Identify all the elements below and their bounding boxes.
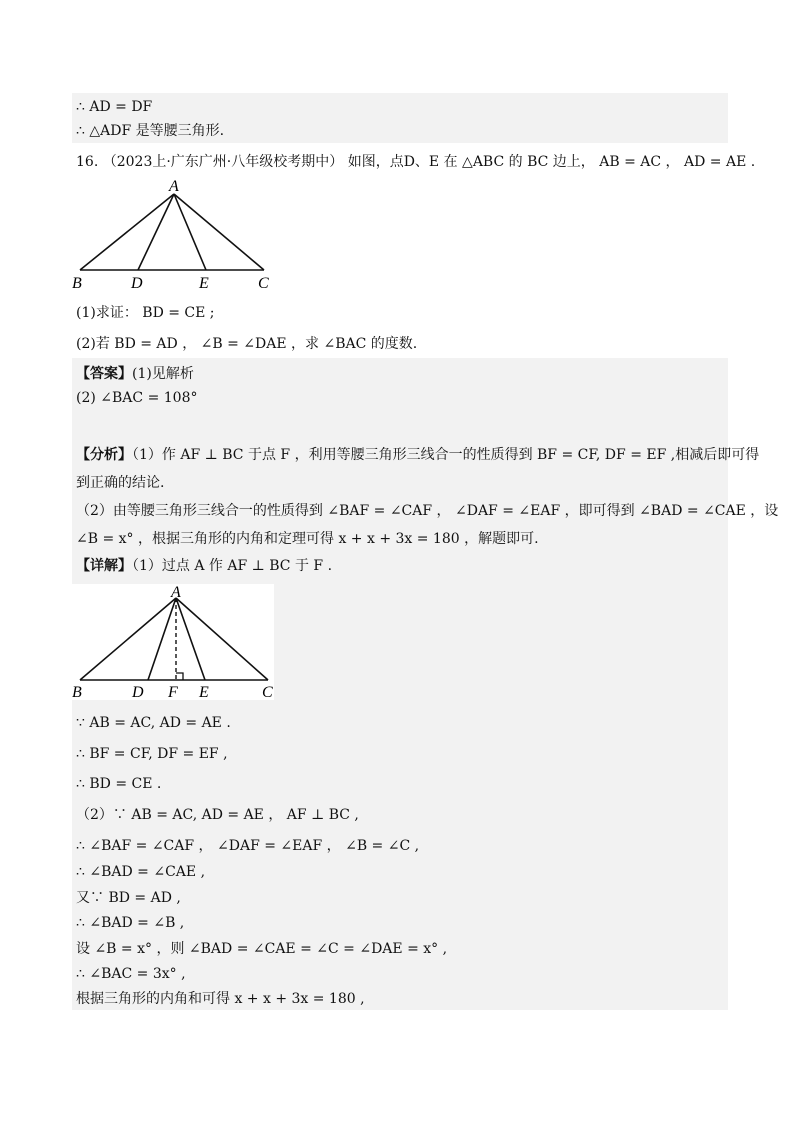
analysis-p1a: （1）作 AF ⊥ BC 于点 F ，利用等腰三角形三线合一的性质得到 BF = CF, DF = EF ,相减后即可得 bbox=[132, 447, 760, 463]
figure-triangle-2 bbox=[66, 584, 280, 702]
proof-2-step-3: ∴ ∠BAD = ∠CAE , bbox=[76, 864, 206, 880]
proof-2-step-6: 设 ∠B = x° ，则 ∠BAD = ∠CAE = ∠C = ∠DAE = x° , bbox=[76, 941, 448, 957]
problem-statement: 如图，点D、E 在 △ABC 的 BC 边上， AB = AC ， AD = AE . bbox=[347, 154, 756, 170]
proof-2-step-1: （2）∵ AB = AC, AD = AE ， AF ⊥ BC , bbox=[76, 807, 359, 823]
fig2-label-e: E bbox=[199, 684, 209, 701]
detail-header: 【详解】 bbox=[76, 558, 132, 574]
proof-2-step-5: ∴ ∠BAD = ∠B , bbox=[76, 915, 185, 931]
analysis-p2a: （2）由等腰三角形三线合一的性质得到 ∠BAF = ∠CAF ， ∠DAF = ∠EAF ，即可得到 ∠BAD = ∠CAE ，设 bbox=[76, 503, 779, 519]
fig2-label-b: B bbox=[72, 684, 82, 701]
proof-2-step-8: 根据三角形的内角和可得 x + x + 3x = 180 , bbox=[76, 991, 365, 1007]
fig2-label-a: A bbox=[171, 584, 181, 601]
proof-2-step-2: ∴ ∠BAF = ∠CAF ， ∠DAF = ∠EAF ， ∠B = ∠C , bbox=[76, 838, 420, 854]
fig1-label-e: E bbox=[199, 275, 209, 292]
problem-statement-line bbox=[76, 152, 755, 172]
detail-line-intro bbox=[76, 556, 332, 576]
fig1-label-c: C bbox=[258, 275, 269, 292]
fig1-label-a: A bbox=[169, 178, 179, 195]
proof-1-step-2: ∴ BF = CF, DF = EF , bbox=[76, 746, 228, 762]
top-line-2: ∴ △ADF 是等腰三角形. bbox=[76, 123, 225, 139]
fig2-label-c: C bbox=[262, 684, 273, 701]
proof-1-step-1: ∵ AB = AC, AD = AE . bbox=[76, 715, 231, 731]
problem-source: （2023上·广东广州·八年级校考期中） bbox=[102, 154, 344, 170]
detail-intro: （1）过点 A 作 AF ⊥ BC 于 F . bbox=[132, 558, 333, 574]
analysis-p2b: ∠B = x° ，根据三角形的内角和定理可得 x + x + 3x = 180 ，解题即可. bbox=[76, 531, 539, 547]
answer-line-1 bbox=[76, 364, 194, 384]
proof-2-step-7: ∴ ∠BAC = 3x° , bbox=[76, 966, 186, 982]
figure-triangle-1 bbox=[66, 178, 286, 296]
question-1: (1)求证： BD = CE ; bbox=[76, 305, 215, 321]
proof-2-step-4: 又∵ BD = AD , bbox=[76, 890, 181, 906]
analysis-p1b: 到正确的结论. bbox=[76, 475, 165, 491]
problem-number: 16. bbox=[76, 154, 99, 170]
analysis-line-1 bbox=[76, 445, 759, 465]
answer-2: (2) ∠BAC = 108° bbox=[76, 390, 198, 406]
question-2: (2)若 BD = AD ， ∠B = ∠DAE ，求 ∠BAC 的度数. bbox=[76, 336, 418, 352]
proof-1-step-3: ∴ BD = CE . bbox=[76, 776, 162, 792]
top-line-1: ∴ AD = DF bbox=[76, 99, 153, 115]
analysis-header: 【分析】 bbox=[76, 447, 132, 463]
fig1-label-b: B bbox=[72, 275, 82, 292]
fig2-label-d: D bbox=[132, 684, 144, 701]
answer-1: (1)见解析 bbox=[132, 366, 194, 382]
fig1-label-d: D bbox=[131, 275, 143, 292]
fig2-label-f: F bbox=[168, 684, 178, 701]
answer-header: 【答案】 bbox=[76, 366, 132, 382]
